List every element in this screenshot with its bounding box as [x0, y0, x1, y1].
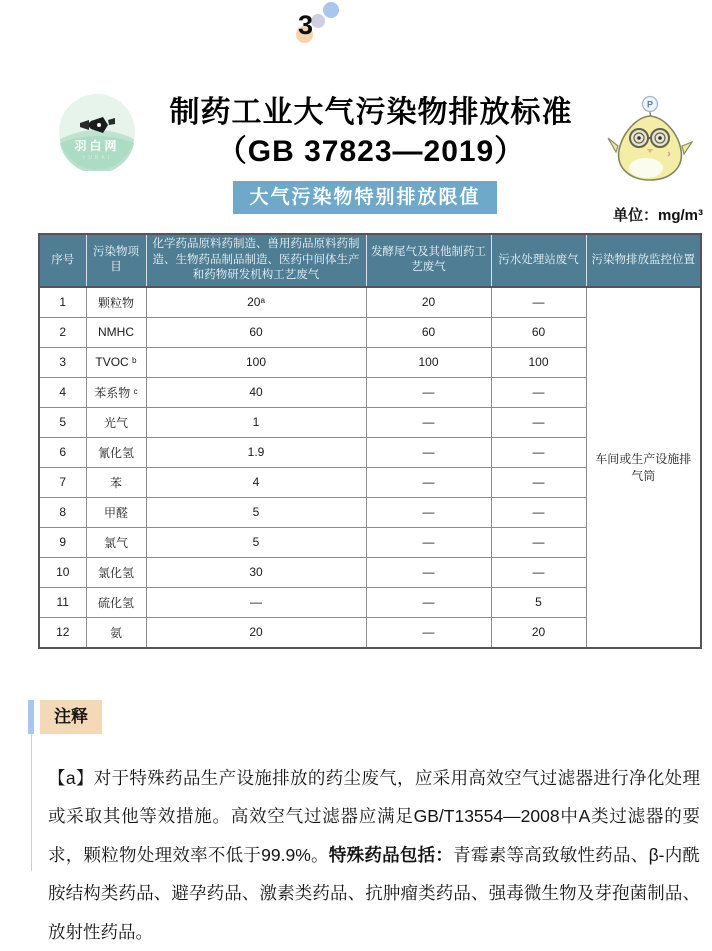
value-cell: —: [491, 557, 586, 587]
row-index-cell: 12: [39, 617, 86, 648]
pollutant-cell: 氨: [86, 617, 146, 648]
value-cell: 100: [366, 347, 491, 377]
emission-limits-table: [38, 233, 702, 649]
row-index-cell: 3: [39, 347, 86, 377]
pollutant-cell: 硫化氢: [86, 587, 146, 617]
note-label: 注释: [40, 700, 102, 734]
row-index-cell: 1: [39, 287, 86, 318]
row-index-cell: 7: [39, 467, 86, 497]
value-cell: —: [491, 377, 586, 407]
value-cell: 20: [491, 617, 586, 648]
table-row: [39, 287, 701, 318]
value-cell: —: [491, 497, 586, 527]
mascot-bird-icon: [606, 94, 694, 186]
value-cell: —: [366, 587, 491, 617]
row-index-cell: 5: [39, 407, 86, 437]
page-number: 3: [298, 11, 313, 39]
header-chemical-api: 化学药品原料药制造、兽用药品原料药制造、生物药品制品制造、医药中间体生产和药物研发机构工艺废气: [146, 234, 366, 287]
logo-text: 羽白网: [74, 138, 119, 153]
value-cell: —: [491, 287, 586, 318]
row-index-cell: 4: [39, 377, 86, 407]
value-cell: 20: [146, 617, 366, 648]
row-index-cell: 9: [39, 527, 86, 557]
value-cell: 4: [146, 467, 366, 497]
value-cell: 60: [491, 317, 586, 347]
pollutant-cell: 甲醛: [86, 497, 146, 527]
note-left-line: [31, 734, 32, 871]
section-banner: 大气污染物特别排放限值: [233, 181, 497, 214]
header-fermentation: 发酵尾气及其他制药工艺废气: [366, 234, 491, 287]
logo-subtext: YUBAI: [82, 155, 112, 161]
pollutant-cell: NMHC: [86, 317, 146, 347]
header-monitoring-location: 污染物排放监控位置: [586, 234, 701, 287]
note-a-suffix: 青霉素等高致敏性药品、β-内酰胺结构类药品、避孕药品、激素类药品、抗肿瘤类药品、强毒微生物及芽孢菌制品、放射性药品。: [48, 845, 700, 942]
header-pollutant: 污染物项目: [86, 234, 146, 287]
table-header: [39, 234, 701, 287]
deco-circle-lavender: [311, 14, 325, 28]
value-cell: —: [366, 557, 491, 587]
value-cell: 40: [146, 377, 366, 407]
value-cell: —: [366, 467, 491, 497]
note-a-text: [48, 759, 700, 951]
value-cell: —: [366, 407, 491, 437]
row-index-cell: 10: [39, 557, 86, 587]
pollutant-cell: 苯: [86, 467, 146, 497]
header-serial: 序号: [39, 234, 86, 287]
value-cell: —: [491, 527, 586, 557]
value-cell: 5: [146, 527, 366, 557]
value-cell: 60: [366, 317, 491, 347]
pollutant-cell: 光气: [86, 407, 146, 437]
deco-circle-blue: [323, 2, 339, 18]
pollutant-cell: 氯化氢: [86, 557, 146, 587]
pollutant-cell: 颗粒物: [86, 287, 146, 318]
value-cell: —: [366, 377, 491, 407]
value-cell: 5: [491, 587, 586, 617]
row-index-cell: 8: [39, 497, 86, 527]
title-line-2: （GB 37823—2019）: [136, 132, 606, 171]
row-index-cell: 6: [39, 437, 86, 467]
note-a-bold: 特殊药品包括：: [329, 845, 453, 865]
value-cell: 1.9: [146, 437, 366, 467]
value-cell: —: [146, 587, 366, 617]
value-cell: 20: [366, 287, 491, 318]
unit-label: 单位：mg/m³: [613, 204, 703, 225]
value-cell: —: [366, 617, 491, 648]
value-cell: —: [491, 467, 586, 497]
value-cell: 20ᵃ: [146, 287, 366, 318]
value-cell: 1: [146, 407, 366, 437]
page-title: [136, 93, 606, 171]
value-cell: —: [491, 437, 586, 467]
title-line-1: 制药工业大气污染物排放标准: [136, 93, 606, 132]
mascot-badge: P: [647, 100, 653, 110]
value-cell: 100: [146, 347, 366, 377]
value-cell: —: [366, 437, 491, 467]
pollutant-cell: 氰化氢: [86, 437, 146, 467]
table-body: [39, 287, 701, 648]
value-cell: —: [366, 527, 491, 557]
pollutant-cell: 苯系物 ᶜ: [86, 377, 146, 407]
pollutant-cell: TVOC ᵇ: [86, 347, 146, 377]
yubai-logo-icon: [58, 93, 136, 171]
value-cell: —: [366, 497, 491, 527]
row-index-cell: 2: [39, 317, 86, 347]
value-cell: 30: [146, 557, 366, 587]
value-cell: 60: [146, 317, 366, 347]
value-cell: —: [491, 407, 586, 437]
note-accent-bar: [28, 700, 34, 734]
pollutant-cell: 氯气: [86, 527, 146, 557]
value-cell: 100: [491, 347, 586, 377]
row-index-cell: 11: [39, 587, 86, 617]
header-wastewater: 污水处理站废气: [491, 234, 586, 287]
value-cell: 5: [146, 497, 366, 527]
monitoring-location-cell: 车间或生产设施排气筒: [586, 287, 701, 648]
note-a-prefix: 【a】对于特殊药品生产设施排放的药尘废气，应采用高效空气过滤器进行净化处理或采取其他等效措施。高效空气过滤器应满足GB/T13554—2008中A类过滤器的要求，颗粒物处理效率不低于99.9%。: [48, 768, 700, 865]
